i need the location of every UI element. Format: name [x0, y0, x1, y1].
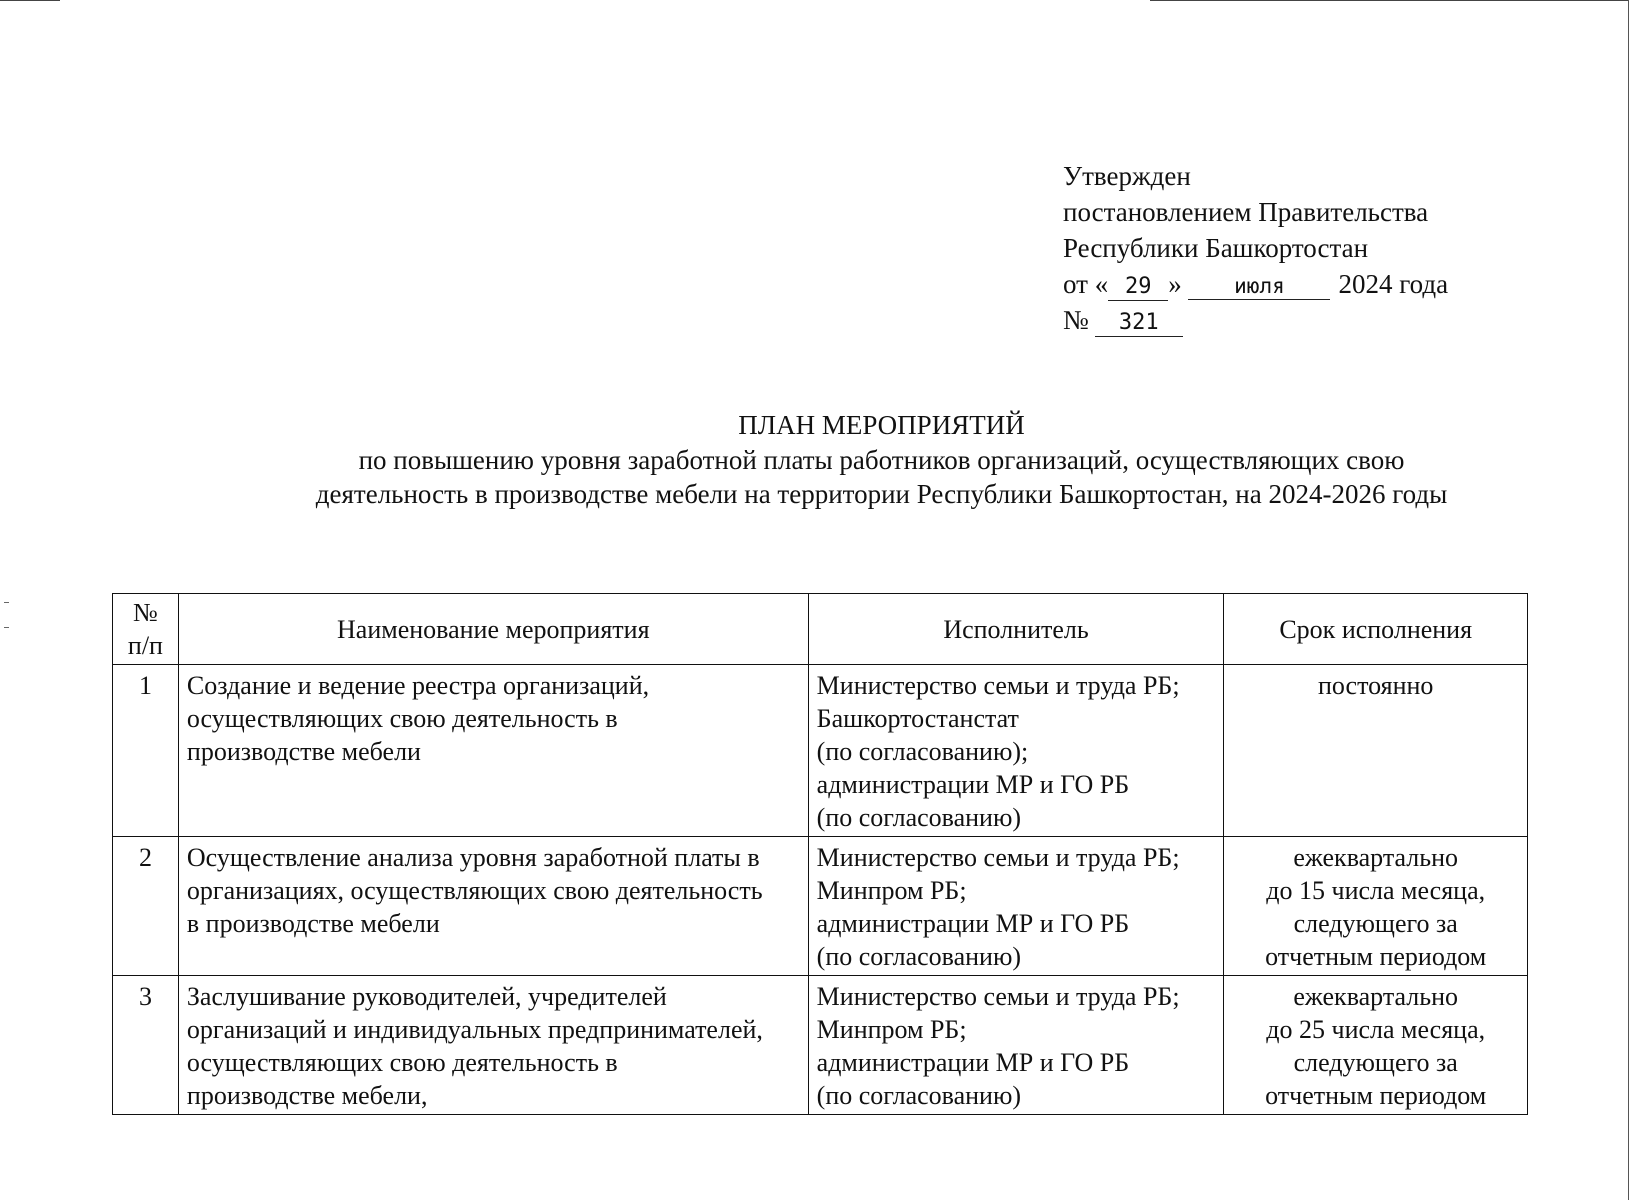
number-prefix: № — [1063, 305, 1089, 335]
title-heading: ПЛАН МЕРОПРИЯТИЙ — [738, 410, 1025, 440]
table-header-row — [113, 594, 1528, 665]
row-name-line: организаций и индивидуальных предпринимателей, — [186, 1015, 763, 1044]
row-name-line: Создание и ведение реестра организаций, — [186, 671, 650, 700]
approval-line-2: постановлением Правительства — [1063, 197, 1429, 227]
date-year: 2024 года — [1338, 269, 1449, 299]
table-row — [113, 976, 1528, 1115]
row-name-line: Заслушивание руководителей, учредителей — [186, 982, 667, 1011]
date-month-field: июля — [1188, 273, 1330, 300]
title-line-2: по повышению уровня заработной платы работников организаций, осуществляющих свою — [358, 445, 1405, 475]
approval-line-1: Утвержден — [1063, 161, 1191, 191]
row-name — [178, 976, 808, 1115]
table-row — [113, 665, 1528, 837]
scan-edge-top-right — [1150, 0, 1629, 1]
header-number-line-1: № — [133, 598, 158, 627]
row-name — [178, 837, 808, 976]
row-name-line: производстве мебели — [186, 737, 421, 766]
row-term-line: до 25 числа месяца, — [1266, 1015, 1486, 1044]
row-executor-line: Министерство семьи и труда РБ; — [816, 671, 1180, 700]
row-name — [178, 665, 808, 837]
header-number — [113, 594, 179, 665]
row-term — [1224, 837, 1528, 976]
row-term-line: ежеквартально — [1293, 982, 1459, 1011]
scan-speck — [4, 627, 9, 628]
row-name-line: осуществляющих свою деятельность в — [186, 704, 618, 733]
header-term: Срок исполнения — [1224, 594, 1528, 665]
document-title — [0, 408, 1629, 511]
row-term — [1224, 665, 1528, 837]
row-executor — [808, 665, 1224, 837]
date-prefix: от « — [1063, 269, 1109, 299]
row-name-line: Осуществление анализа уровня заработной платы в — [186, 843, 760, 872]
row-term-line: отчетным периодом — [1265, 1081, 1487, 1110]
approval-block — [1063, 158, 1448, 338]
table-row — [113, 837, 1528, 976]
row-number: 2 — [113, 837, 179, 976]
approval-line-3: Республики Башкортостан — [1063, 233, 1369, 263]
header-number-line-2: п/п — [127, 631, 163, 660]
row-term-line: отчетным периодом — [1265, 942, 1487, 971]
row-executor-line: администрации МР и ГО РБ — [816, 770, 1130, 799]
plan-table — [112, 593, 1528, 1115]
row-executor-line: (по согласованию); — [816, 737, 1029, 766]
row-executor — [808, 976, 1224, 1115]
row-executor-line: Министерство семьи и труда РБ; — [816, 843, 1180, 872]
row-executor-line: (по согласованию) — [816, 803, 1022, 832]
row-name-line: организациях, осуществляющих свою деятельность — [186, 876, 763, 905]
row-executor-line: (по согласованию) — [816, 942, 1022, 971]
date-day-field: 29 — [1108, 274, 1168, 301]
row-term-line: следующего за — [1293, 909, 1458, 938]
row-executor-line: администрации МР и ГО РБ — [816, 1048, 1130, 1077]
row-executor-line: Министерство семьи и труда РБ; — [816, 982, 1180, 1011]
row-term-line: ежеквартально — [1293, 843, 1459, 872]
row-name-line: в производстве мебели — [186, 909, 440, 938]
row-executor-line: администрации МР и ГО РБ — [816, 909, 1130, 938]
approval-date-line — [1063, 266, 1448, 302]
row-name-line: производстве мебели, — [186, 1081, 428, 1110]
row-executor-line: (по согласованию) — [816, 1081, 1022, 1110]
row-executor-line: Минпром РБ; — [816, 1015, 967, 1044]
row-term-line: следующего за — [1293, 1048, 1458, 1077]
row-number: 1 — [113, 665, 179, 837]
header-name: Наименование мероприятия — [178, 594, 808, 665]
row-name-line: осуществляющих свою деятельность в — [186, 1048, 618, 1077]
row-term-line: до 15 числа месяца, — [1266, 876, 1486, 905]
title-line-3: деятельность в производстве мебели на территории Республики Башкортостан, на 2024-2026 годы — [315, 479, 1448, 509]
row-term-line: постоянно — [1317, 671, 1434, 700]
row-number: 3 — [113, 976, 179, 1115]
number-field: 321 — [1095, 310, 1183, 337]
row-executor-line: Башкортостанстат — [816, 704, 1019, 733]
date-mid: » — [1168, 269, 1182, 299]
header-executor: Исполнитель — [808, 594, 1224, 665]
scan-speck — [4, 602, 9, 603]
row-term — [1224, 976, 1528, 1115]
approval-number-line — [1063, 302, 1448, 338]
row-executor — [808, 837, 1224, 976]
row-executor-line: Минпром РБ; — [816, 876, 967, 905]
scan-edge-top-left — [0, 0, 60, 1]
